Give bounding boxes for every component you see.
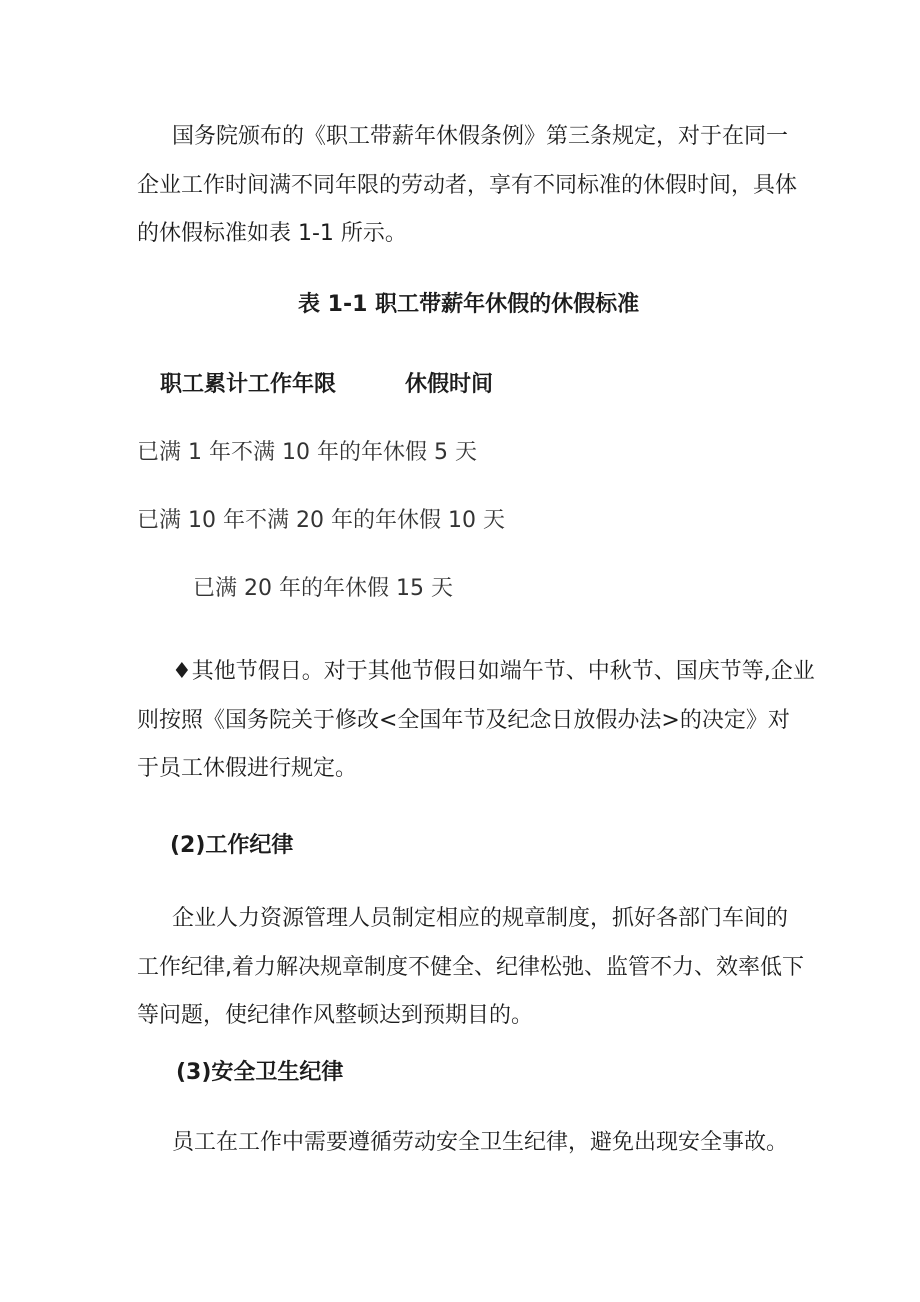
table-caption: 表 1-1 职工带薪年休假的休假标准 xyxy=(298,292,640,317)
table-row-1: 已满 1 年不满 10 年的年休假 5 天 xyxy=(137,440,477,465)
section-2-line-2: 工作纪律,着力解决规章制度不健全、纪律松弛、监管不力、效率低下 xyxy=(137,955,804,980)
table-header-leave: 休假时间 xyxy=(405,372,494,397)
holidays-line-2: 则按照《国务院关于修改<全国年节及纪念日放假办法>的决定》对 xyxy=(137,708,790,733)
table-header-years: 职工累计工作年限 xyxy=(160,372,337,397)
holidays-line-1: ♦其他节假日。对于其他节假日如端午节、中秋节、国庆节等,企业 xyxy=(172,659,815,684)
section-3-line-1: 员工在工作中需要遵循劳动安全卫生纪律，避免出现安全事故。 xyxy=(172,1130,789,1155)
section-2-line-3: 等问题，使纪律作风整顿达到预期目的。 xyxy=(137,1003,534,1028)
table-row-3: 已满 20 年的年休假 15 天 xyxy=(193,576,453,601)
intro-line-2: 企业工作时间满不同年限的劳动者，享有不同标准的休假时间，具体 xyxy=(137,173,798,198)
table-row-2: 已满 10 年不满 20 年的年休假 10 天 xyxy=(137,508,505,533)
intro-line-1: 国务院颁布的《职工带薪年休假条例》第三条规定，对于在同一 xyxy=(172,124,789,149)
holidays-line-3: 于员工休假进行规定。 xyxy=(137,756,358,781)
intro-line-3: 的休假标准如表 1-1 所示。 xyxy=(137,221,407,246)
section-2-heading: (2)工作纪律 xyxy=(170,833,294,858)
section-3-heading: (3)安全卫生纪律 xyxy=(176,1060,344,1085)
section-2-line-1: 企业人力资源管理人员制定相应的规章制度，抓好各部门车间的 xyxy=(172,906,789,931)
